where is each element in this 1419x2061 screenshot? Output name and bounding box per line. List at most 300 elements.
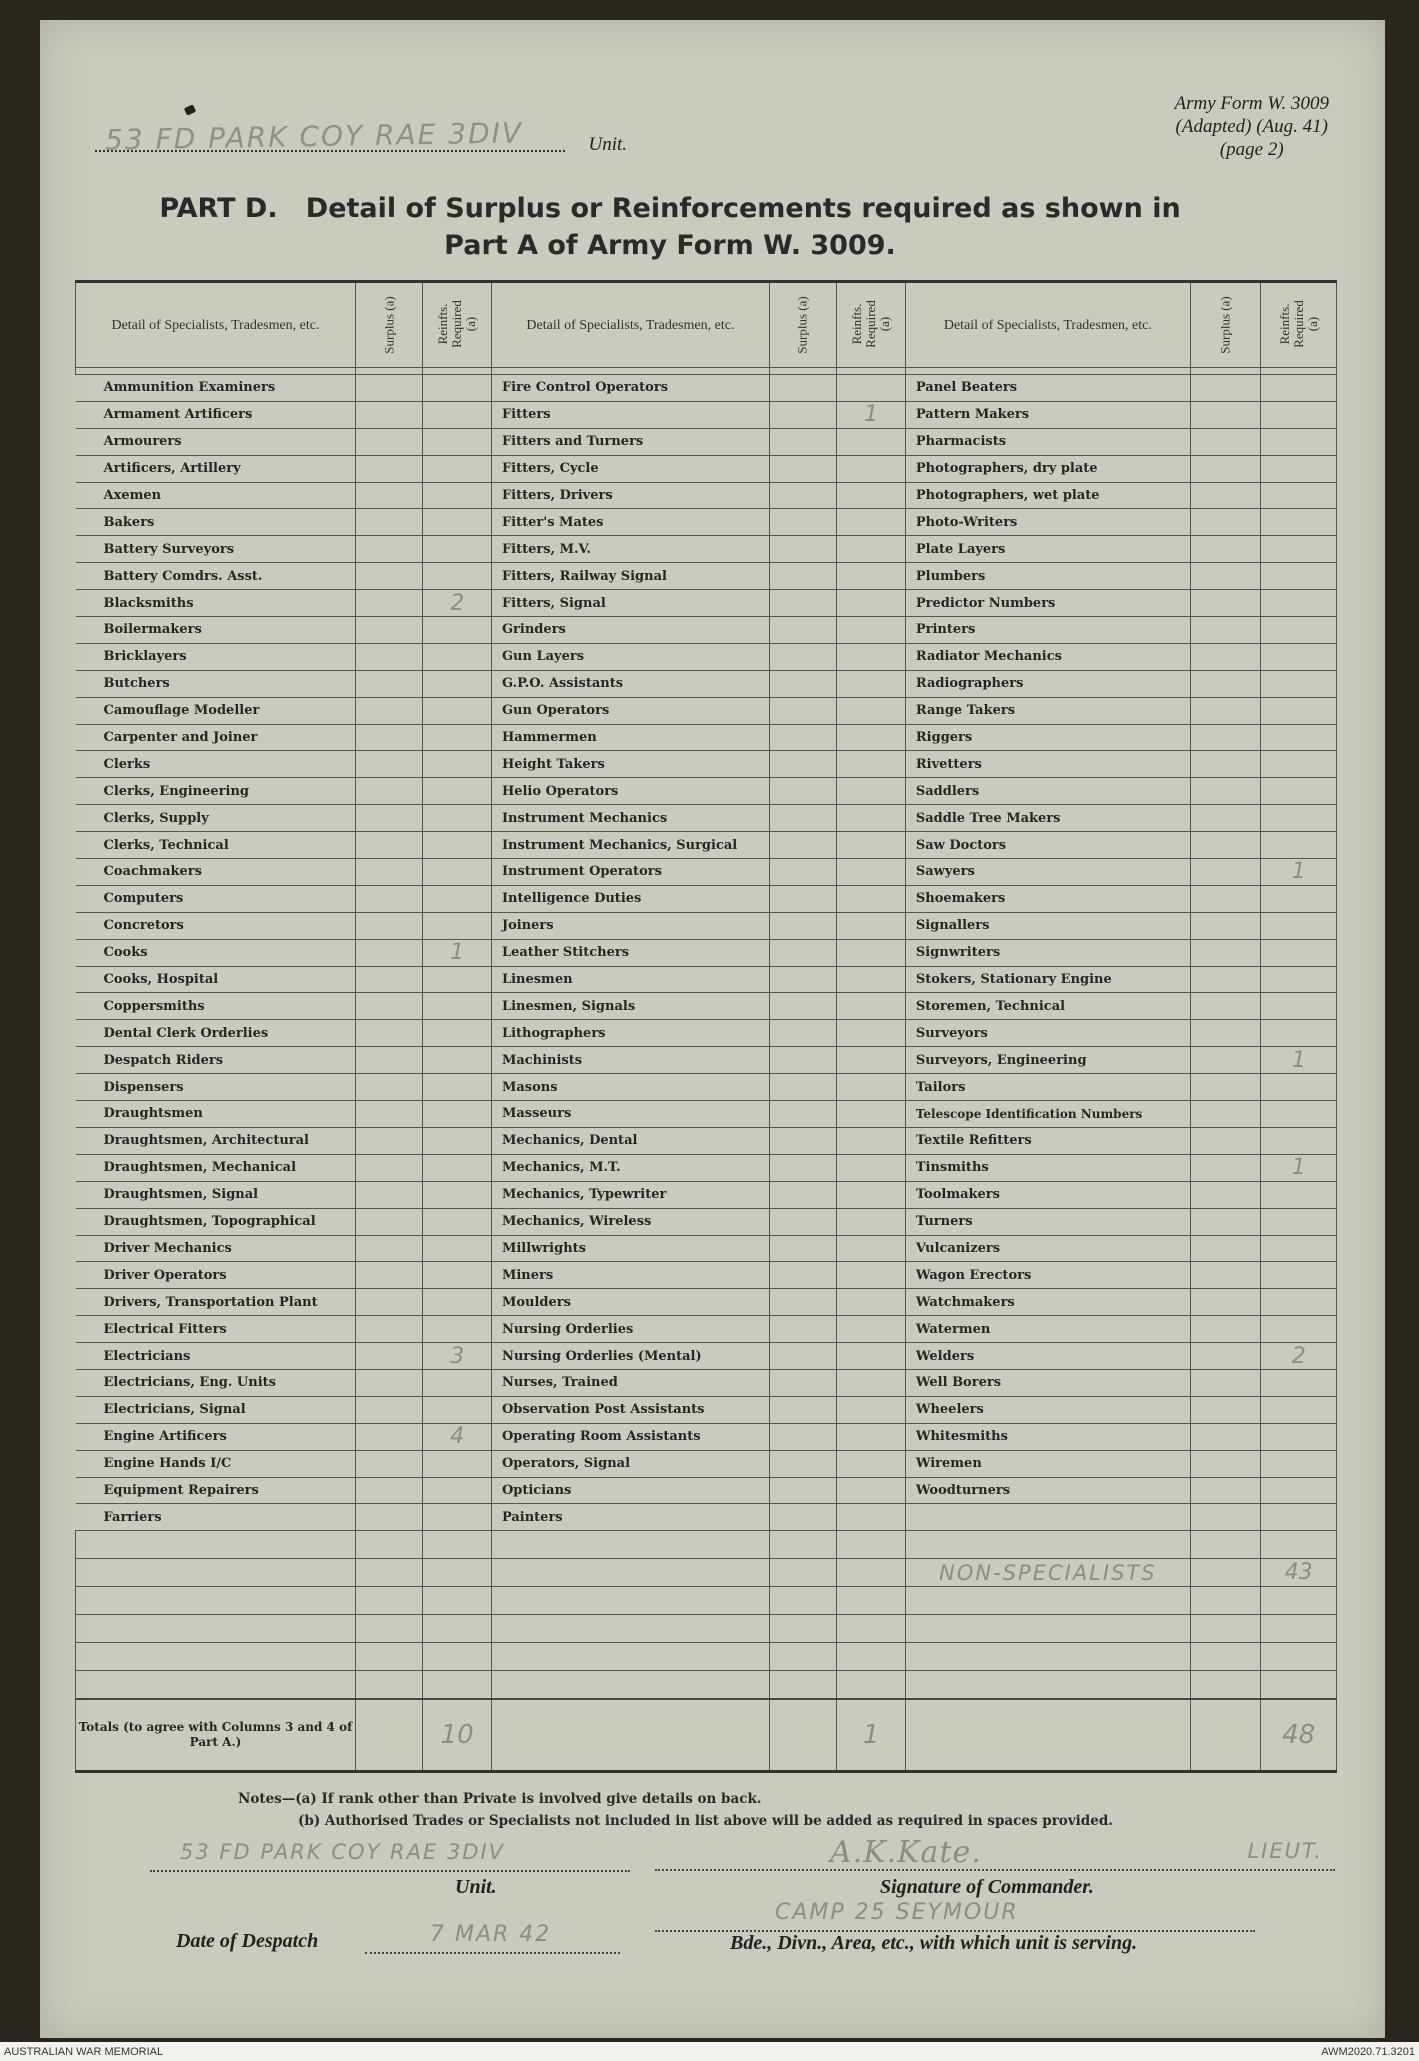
reinfts-cell (1261, 401, 1337, 428)
specialist-name: Plumbers (905, 563, 1190, 590)
blank-cell (423, 1643, 491, 1671)
surplus-cell (769, 1450, 836, 1477)
surplus-cell (769, 1343, 836, 1370)
reinfts-cell (837, 643, 905, 670)
specialist-name: Turners (905, 1208, 1190, 1235)
specialist-name: Surveyors (905, 1020, 1190, 1047)
specialist-name: G.P.O. Assistants (491, 670, 769, 697)
surplus-cell (1190, 482, 1261, 509)
surplus-cell (1190, 1262, 1261, 1289)
reinfts-cell (1261, 697, 1337, 724)
reinfts-cell (837, 536, 905, 563)
surplus-cell (1190, 1343, 1261, 1370)
specialist-name: Opticians (491, 1477, 769, 1504)
reinfts-cell (837, 778, 905, 805)
specialist-name: Fitters, Drivers (491, 482, 769, 509)
specialist-name (905, 1504, 1190, 1531)
reinfts-cell (837, 697, 905, 724)
specialist-name: Helio Operators (491, 778, 769, 805)
reinfts-cell (1261, 1181, 1337, 1208)
reinfts-cell (837, 509, 905, 536)
reinfts-cell: 1 (1261, 1154, 1337, 1181)
surplus-cell (355, 1316, 422, 1343)
specialist-name: Joiners (491, 912, 769, 939)
surplus-cell (355, 455, 422, 482)
commander-rank: LIEUT. (1247, 1839, 1323, 1863)
table-row (76, 1343, 1337, 1370)
reinfts-cell: 1 (837, 401, 905, 428)
blank-cell (491, 1531, 769, 1559)
blank-cell (76, 1615, 356, 1643)
specialist-name: Farriers (76, 1504, 356, 1531)
reinfts-cell (837, 482, 905, 509)
specialist-name: Wiremen (905, 1450, 1190, 1477)
blank-row (76, 1671, 1337, 1700)
reinfts-cell (1261, 1450, 1337, 1477)
table-row (76, 428, 1337, 455)
surplus-cell (355, 859, 422, 886)
table-row (76, 1450, 1337, 1477)
totals-blank-2 (491, 1699, 769, 1772)
surplus-cell (769, 455, 836, 482)
reinfts-cell (1261, 778, 1337, 805)
table-row (76, 751, 1337, 778)
blank-cell (491, 1559, 769, 1587)
surplus-cell (769, 724, 836, 751)
reinfts-cell (423, 1235, 491, 1262)
header-reinfts-2: Reinfts. Required (a) (837, 282, 905, 368)
specialist-name: Predictor Numbers (905, 590, 1190, 617)
header-reinfts-1: Reinfts. Required (a) (423, 282, 491, 368)
specialist-name: Saddlers (905, 778, 1190, 805)
specialist-name: Draughtsmen, Architectural (76, 1127, 356, 1154)
header-detail-2: Detail of Specialists, Tradesmen, etc. (491, 282, 769, 368)
reinfts-cell: 3 (423, 1343, 491, 1370)
archive-credit-strip (0, 2042, 1419, 2061)
blank-cell (76, 1559, 356, 1587)
surplus-cell (355, 832, 422, 859)
blank-cell (491, 1587, 769, 1615)
table-row (76, 859, 1337, 886)
surplus-cell (355, 885, 422, 912)
blank-cell (423, 1615, 491, 1643)
surplus-cell (1190, 590, 1261, 617)
reinfts-cell (1261, 1316, 1337, 1343)
surplus-cell (1190, 643, 1261, 670)
surplus-cell (769, 643, 836, 670)
surplus-cell (769, 966, 836, 993)
blank-cell (769, 1559, 836, 1587)
surplus-cell (769, 1396, 836, 1423)
unit-label-bottom: Unit. (455, 1876, 497, 1898)
surplus-cell (769, 885, 836, 912)
blank-cell (837, 1615, 905, 1643)
reinfts-cell (423, 428, 491, 455)
specialist-name: Clerks, Engineering (76, 778, 356, 805)
blank-row (76, 1615, 1337, 1643)
specialist-name: Battery Comdrs. Asst. (76, 563, 356, 590)
total-reinfts-1: 10 (423, 1699, 491, 1772)
reinfts-cell (837, 751, 905, 778)
reinfts-cell (837, 1101, 905, 1128)
surplus-cell (1190, 401, 1261, 428)
header-surplus-1: Surplus (a) (355, 282, 422, 368)
reinfts-cell (837, 1504, 905, 1531)
surplus-cell (355, 617, 422, 644)
blank-cell (355, 1559, 422, 1587)
specialist-name: Driver Mechanics (76, 1235, 356, 1262)
surplus-cell (1190, 1074, 1261, 1101)
reinfts-cell (423, 1020, 491, 1047)
specialist-name: Plate Layers (905, 536, 1190, 563)
surplus-cell (355, 697, 422, 724)
surplus-cell (1190, 1208, 1261, 1235)
specialist-name: Woodturners (905, 1477, 1190, 1504)
specialist-name: Masseurs (491, 1101, 769, 1128)
surplus-cell (355, 939, 422, 966)
specialist-name: Toolmakers (905, 1181, 1190, 1208)
specialist-name: Telescope Identification Numbers (905, 1101, 1190, 1128)
signature-label: Signature of Commander. (880, 1876, 1094, 1898)
reinfts-cell (1261, 966, 1337, 993)
header-surplus-2: Surplus (a) (769, 282, 836, 368)
reinfts-cell (837, 1127, 905, 1154)
specialist-name: Vulcanizers (905, 1235, 1190, 1262)
credit-left: AUSTRALIAN WAR MEMORIAL (4, 2046, 164, 2058)
reinfts-cell (1261, 1208, 1337, 1235)
table-row (76, 805, 1337, 832)
surplus-cell (769, 1504, 836, 1531)
reinfts-cell (1261, 563, 1337, 590)
surplus-cell (769, 536, 836, 563)
surplus-cell (1190, 1181, 1261, 1208)
surplus-cell (355, 1369, 422, 1396)
specialist-name: Moulders (491, 1289, 769, 1316)
specialist-name: Concretors (76, 912, 356, 939)
specialist-name: Photo-Writers (905, 509, 1190, 536)
reinfts-cell (837, 1020, 905, 1047)
table-row (76, 1289, 1337, 1316)
reinfts-cell (423, 1477, 491, 1504)
reinfts-cell (423, 1289, 491, 1316)
specialist-name: Dispensers (76, 1074, 356, 1101)
surplus-cell (1190, 1316, 1261, 1343)
surplus-cell (769, 1289, 836, 1316)
specialist-name: Equipment Repairers (76, 1477, 356, 1504)
surplus-cell (769, 670, 836, 697)
total-surplus-1 (355, 1699, 422, 1772)
blank-row (76, 1587, 1337, 1615)
non-specialists-value: 43 (1261, 1559, 1337, 1587)
specialist-name: Instrument Operators (491, 859, 769, 886)
reinfts-cell (423, 1154, 491, 1181)
specialist-name: Fitters, Cycle (491, 455, 769, 482)
table-row (76, 455, 1337, 482)
specialist-name: Bricklayers (76, 643, 356, 670)
reinfts-cell (1261, 1504, 1337, 1531)
surplus-cell (769, 1477, 836, 1504)
surplus-cell (769, 1020, 836, 1047)
specialist-name: Watchmakers (905, 1289, 1190, 1316)
surplus-cell (769, 778, 836, 805)
header-detail-3: Detail of Specialists, Tradesmen, etc. (905, 282, 1190, 368)
specialist-name: Printers (905, 617, 1190, 644)
table-row (76, 1020, 1337, 1047)
specialist-name: Lithographers (491, 1020, 769, 1047)
reinfts-cell (837, 1423, 905, 1450)
form-id-line1: Army Form W. 3009 (1174, 93, 1329, 114)
specialist-name: Nursing Orderlies (491, 1316, 769, 1343)
specialist-name: Blacksmiths (76, 590, 356, 617)
surplus-cell (1190, 428, 1261, 455)
reinfts-cell (1261, 428, 1337, 455)
blank-cell (355, 1587, 422, 1615)
reinfts-cell (423, 832, 491, 859)
specialist-name: Despatch Riders (76, 1047, 356, 1074)
signature-line (655, 1869, 1335, 1871)
surplus-cell (355, 590, 422, 617)
surplus-cell (355, 1127, 422, 1154)
surplus-cell (769, 1262, 836, 1289)
specialist-name: Draughtsmen, Signal (76, 1181, 356, 1208)
reinfts-cell (837, 590, 905, 617)
blank-cell (423, 1559, 491, 1587)
surplus-cell (355, 778, 422, 805)
blank-cell (837, 1587, 905, 1615)
surplus-cell (355, 1477, 422, 1504)
specialist-name: Draughtsmen (76, 1101, 356, 1128)
unit-handwritten-top: 53 FD PARK COY RAE 3DIV (104, 116, 524, 157)
table-row (76, 401, 1337, 428)
blank-cell (769, 1643, 836, 1671)
surplus-cell (355, 993, 422, 1020)
surplus-cell (355, 428, 422, 455)
specialist-name: Fitters, Signal (491, 590, 769, 617)
blank-cell (905, 1671, 1190, 1700)
specialist-name: Saw Doctors (905, 832, 1190, 859)
specialist-name: Whitesmiths (905, 1423, 1190, 1450)
surplus-cell (355, 1074, 422, 1101)
reinfts-cell (837, 939, 905, 966)
reinfts-cell (1261, 885, 1337, 912)
surplus-cell (1190, 1423, 1261, 1450)
surplus-cell (769, 590, 836, 617)
reinfts-cell (423, 885, 491, 912)
specialist-name: Battery Surveyors (76, 536, 356, 563)
surplus-cell (769, 993, 836, 1020)
blank-cell (1261, 1587, 1337, 1615)
reinfts-cell (1261, 1289, 1337, 1316)
blank-cell (1190, 1615, 1261, 1643)
table-row (76, 1154, 1337, 1181)
specialist-name: Instrument Mechanics, Surgical (491, 832, 769, 859)
signature-field (655, 1835, 1335, 1875)
specialist-name: Masons (491, 1074, 769, 1101)
blank-cell (837, 1559, 905, 1587)
specialist-name: Signwriters (905, 939, 1190, 966)
reinfts-cell (423, 643, 491, 670)
specialist-name: Operating Room Assistants (491, 1423, 769, 1450)
reinfts-cell (1261, 1235, 1337, 1262)
blank-cell (1190, 1643, 1261, 1671)
surplus-cell (769, 939, 836, 966)
specialist-name: Axemen (76, 482, 356, 509)
surplus-cell (1190, 617, 1261, 644)
blank-row (76, 1643, 1337, 1671)
reinfts-cell (423, 401, 491, 428)
surplus-cell (769, 1208, 836, 1235)
specialist-name: Well Borers (905, 1369, 1190, 1396)
surplus-cell (1190, 1235, 1261, 1262)
reinfts-cell (837, 1396, 905, 1423)
surplus-cell (769, 375, 836, 402)
surplus-cell (1190, 697, 1261, 724)
blank-cell (355, 1615, 422, 1643)
credit-right: AWM2020.71.3201 (1321, 2046, 1415, 2058)
reinfts-cell (1261, 1369, 1337, 1396)
blank-cell (1261, 1531, 1337, 1559)
reinfts-cell (837, 617, 905, 644)
table-row (76, 509, 1337, 536)
reinfts-cell (423, 536, 491, 563)
blank-cell (491, 1643, 769, 1671)
blank-cell (837, 1531, 905, 1559)
reinfts-cell (837, 1343, 905, 1370)
surplus-cell (1190, 1450, 1261, 1477)
blank-cell (1190, 1531, 1261, 1559)
surplus-cell (1190, 563, 1261, 590)
blank-cell (769, 1671, 836, 1700)
specialist-name: Engine Hands I/C (76, 1450, 356, 1477)
specialist-name: Leather Stitchers (491, 939, 769, 966)
surplus-cell (1190, 966, 1261, 993)
surplus-cell (769, 1047, 836, 1074)
reinfts-cell (837, 1181, 905, 1208)
specialist-name: Draughtsmen, Mechanical (76, 1154, 356, 1181)
reinfts-cell (837, 1208, 905, 1235)
totals-row (76, 1699, 1337, 1772)
reinfts-cell (423, 1181, 491, 1208)
reinfts-cell (1261, 509, 1337, 536)
specialist-name: Stokers, Stationary Engine (905, 966, 1190, 993)
reinfts-cell (423, 1396, 491, 1423)
reinfts-cell (837, 724, 905, 751)
surplus-cell (769, 912, 836, 939)
blank-cell (1261, 1615, 1337, 1643)
reinfts-cell (837, 805, 905, 832)
table-row (76, 1074, 1337, 1101)
specialist-name: Coppersmiths (76, 993, 356, 1020)
reinfts-cell (1261, 724, 1337, 751)
surplus-cell (1190, 912, 1261, 939)
surplus-cell (1190, 1289, 1261, 1316)
reinfts-cell (423, 1047, 491, 1074)
blank-cell (769, 1615, 836, 1643)
surplus-cell (769, 805, 836, 832)
surplus-cell (1190, 1369, 1261, 1396)
title-line1: PART D. Detail of Surplus or Reinforcements required as shown in (159, 193, 1181, 224)
surplus-cell (769, 563, 836, 590)
reinfts-cell (423, 563, 491, 590)
specialist-name: Coachmakers (76, 859, 356, 886)
surplus-cell (1190, 455, 1261, 482)
header-gap-row (76, 368, 1337, 375)
surplus-cell (355, 536, 422, 563)
reinfts-cell: 1 (1261, 859, 1337, 886)
surplus-cell (355, 1396, 422, 1423)
surplus-cell (769, 859, 836, 886)
reinfts-cell: 2 (423, 590, 491, 617)
blank-cell (423, 1531, 491, 1559)
blank-cell (423, 1587, 491, 1615)
reinfts-cell (837, 859, 905, 886)
specialist-name: Gun Layers (491, 643, 769, 670)
specialist-name: Draughtsmen, Topographical (76, 1208, 356, 1235)
specialist-name: Instrument Mechanics (491, 805, 769, 832)
reinfts-cell (1261, 1396, 1337, 1423)
blank-cell (769, 1531, 836, 1559)
reinfts-cell (1261, 375, 1337, 402)
surplus-cell (355, 401, 422, 428)
surplus-cell (355, 1047, 422, 1074)
blank-cell (355, 1671, 422, 1700)
reinfts-cell (423, 1101, 491, 1128)
specialist-name: Height Takers (491, 751, 769, 778)
table-row (76, 912, 1337, 939)
table-row (76, 670, 1337, 697)
reinfts-cell (1261, 1074, 1337, 1101)
specialists-table (75, 280, 1337, 1773)
reinfts-cell (837, 1450, 905, 1477)
specialist-name: Grinders (491, 617, 769, 644)
surplus-cell (355, 1101, 422, 1128)
specialist-name: Computers (76, 885, 356, 912)
surplus-cell (1190, 1101, 1261, 1128)
surplus-cell (1190, 939, 1261, 966)
blank-cell (491, 1671, 769, 1700)
surplus-cell (1190, 805, 1261, 832)
reinfts-cell (423, 1074, 491, 1101)
specialist-name: Dental Clerk Orderlies (76, 1020, 356, 1047)
surplus-cell (1190, 1127, 1261, 1154)
reinfts-cell (1261, 1423, 1337, 1450)
reinfts-cell (423, 455, 491, 482)
blank-cell (1190, 1587, 1261, 1615)
specialist-name: Watermen (905, 1316, 1190, 1343)
reinfts-cell (837, 1289, 905, 1316)
reinfts-cell (423, 375, 491, 402)
reinfts-cell (1261, 1262, 1337, 1289)
reinfts-cell (1261, 1101, 1337, 1128)
surplus-cell (1190, 832, 1261, 859)
specialist-name: Drivers, Transportation Plant (76, 1289, 356, 1316)
reinfts-cell (1261, 482, 1337, 509)
specialist-name: Cooks (76, 939, 356, 966)
specialist-name: Fitters and Turners (491, 428, 769, 455)
surplus-cell (1190, 1504, 1261, 1531)
table-row (76, 1369, 1337, 1396)
total-surplus-3 (1190, 1699, 1261, 1772)
specialist-name: Hammermen (491, 724, 769, 751)
specialist-name: Fitters (491, 401, 769, 428)
specialist-name: Photographers, wet plate (905, 482, 1190, 509)
table-row (76, 536, 1337, 563)
table-row (76, 563, 1337, 590)
unit-field-top (95, 116, 635, 157)
form-identifier (1175, 92, 1329, 161)
surplus-cell (769, 1154, 836, 1181)
reinfts-cell (423, 697, 491, 724)
